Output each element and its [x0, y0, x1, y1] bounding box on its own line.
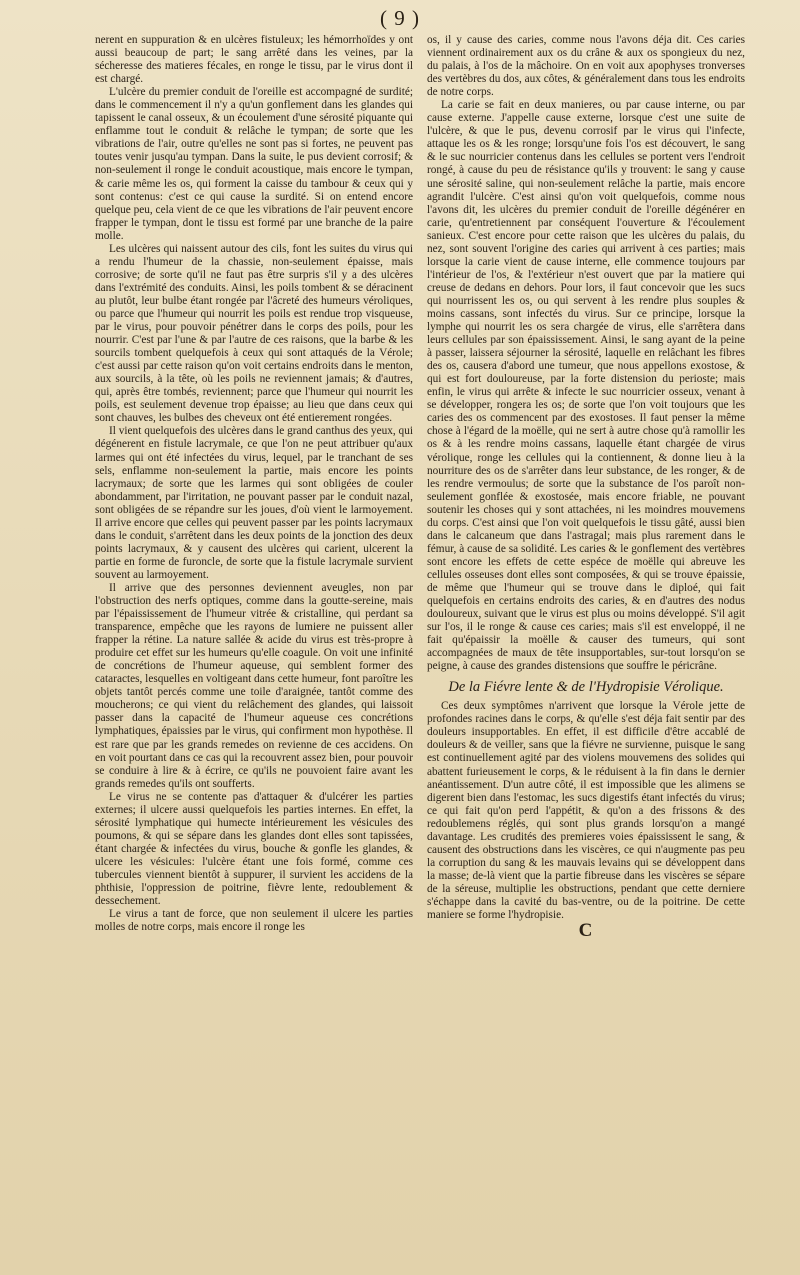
paragraph: Il arrive que des personnes deviennent aveugles, non par l'obstruction des nerfs optiques, comme dans la goutte-sereine, mais par l'épaississement de l'humeur vitrée & cristalline, qui perdant sa transparence, empêche que les rayons de lumiere ne puissent aller frapper la rétine. La nature sallée & acide du virus est très-propre à produire cet effet sur les humeurs qu'elle coagule. On voit une infinité de concrétions de l'humeur aqueuse, qui semblent former des cataractes, lesquelles en voltigeant dans cette humeur, font paroître les objets tantôt percés comme une toile d'araignée, tantôt comme des moucherons; ce qui vient du relâchement des glandes, qui laissoit passer dans la capacité de l'humeur aqueuse ces concrétions lymphatiques, épaissies par le virus, qui confirment mon hypothèse. Il est rare que par les grands remedes on revienne de ces accidens. On en voit pourtant dans ce cas qui la recouvrent assez bien, pour pouvoir se conduire à lire & à écrire, ce qu'ils ne pouvoient faire avant les grands remedes qu'ils ont soufferts. [95, 581, 413, 790]
paragraph: os, il y cause des caries, comme nous l'avons déja dit. Ces caries viennent ordinairement aux os du crâne & aux os spongieux du nez, du palais, à l'os de la mâchoire. On en voit aux apophyses tronverses des vertèbres du dos, aux côtes, & généralement dans tous les endroits de notre corps. [427, 34, 745, 99]
signature-mark: C [578, 920, 594, 942]
page-number: ( 9 ) [380, 6, 420, 30]
paragraph: Ces deux symptômes n'arrivent que lorsque la Vérole jette de profondes racines dans le corps, & qu'elle s'est déja fait sentir par des douleurs insupportables. En effet, il est difficile d'être accablé de douleurs & de veiller, sans que la fiévre ne survienne, puisque le sang est continuellement agité par des violens mouvemens des solides qui abattent furieusement le corps, & le réduisent à la fin dans le dernier anéantissement. D'un autre côté, il est impossible que les alimens se digerent bien dans l'estomac, les sucs digestifs étant infectés du virus; ce qui fait qu'on perd l'appétit, & qu'on a des frissons & des redoublemens réglés, qui sont plus grands lorsqu'on a mangé davantage. Les crudités des premieres voies épaississent le sang, & causent des obstructions dans les viscères, ce qui n'augmente pas peu la corruption du sang & les mauvais levains qui se développent dans la masse; de-là vient que la partie fibreuse dans les viscères se sépare de la séreuse, multiplie les obstructions, pendant que cette derniere s'échappe dans la cavité du bas-ventre, ou de la poitrine. De cette maniere se forme l'hydropisie. [427, 700, 745, 922]
paragraph: L'ulcère du premier conduit de l'oreille est accompagné de surdité; dans le commencement il n'y a qu'un gonflement dans les glandes qui tapissent le canal osseux, & un écoulement d'une sérosité piquante qui enflamme tout le conduit & relâche le tympan; de sorte que les vibrations de l'air, outre qu'elles ne sont pas si fortes, ne peuvent pas toutes venir jusqu'au tympan. Dans la suite, le pus devient corrosif; & non-seulement il ronge le conduit acoustique, mais encore le tympan, & carie même les os, qui forment la caisse du tambour & ceux qui y sont contenus: c'est ce qui cause la surdité. Si on entend encore quelque peu, cela vient de ce que les vibrations de l'air peuvent encore frapper le tympan, dont le tissu est formé par une branche de la paire molle. [95, 86, 413, 242]
right-column [427, 34, 745, 942]
paragraph: Le virus a tant de force, que non seulement il ulcere les parties molles de notre corps, mais encore il ronge les [95, 908, 413, 934]
paragraph: nerent en suppuration & en ulcères fistuleux; les hémorrhoïdes y ont aussi beaucoup de part; le sang arrêté dans les veines, par la sécheresse des matieres fécales, en ronge le tissu, par le virus dont il est chargé. [95, 34, 413, 86]
left-column [95, 34, 413, 934]
section-title: De la Fiévre lente & de l'Hydropisie Vérolique. [448, 679, 724, 696]
paragraph: La carie se fait en deux manieres, ou par cause interne, ou par cause externe. J'appelle cause externe, lorsque c'est une suite de l'ulcère, & que le pus, devenu corrosif par le virus qui l'infecte, attaque les os & les ronge; lorsqu'une fois l'os est découvert, le sang & le suc nourricier contenus dans les cellules se portent vers l'endroit rongé, à cause du peu de résistance qu'ils y trouvent: le sang y cause une sérosité saline, qui non-seulement relâche la partie, mais encore agrandit l'ulcère. C'est ainsi qu'on voit quelquefois, comme nous l'avons dit, les ulcères du premier conduit de l'oreille dégénérer en carie, qu'entretiennent par conséquent l'ouverture & l'écoulement sanieux. C'est encore pour cette raison que les ulcères du palais, du nez, sont souvent l'origine des caries qui arrivent à ces parties; mais lorsque la carie vient de cause interne, elle commence toujours par l'intérieur de l'os, & l'extérieur n'est ouvert que par la matiere qui creuse de dedans en dehors. Pour lors, il faut concevoir que les sucs qui nourrissent les os, ou qui servent à les rendre plus souples & moins cassans, sont infectés du virus. Sur ce principe, lorsque la lymphe qui nourrit les os sera chargée de virus, elle s'arrêtera dans leurs cellules par son épaississement. Ainsi, le sang ayant de la peine à passer, laissera séjourner la sérosité, laquelle en relâchant les fibres des os, causera d'abord une tumeur, que nous appellons exostose, & qui est fort douloureuse, par la forte distension du periostе; mais enfin, le virus qui arrête & infecte le suc nourricier osseux, venant à se développer, rongera les os; de sorte que l'on voit toujours que les caries des os commencent par des exostoses. Il faut penser la même chose à l'égard de la moëlle, qui ne sert à autre chose qu'à ramollir les os & à les rendre moins cassans, laquelle étant chargée de virus vérolique, ronge les cellules qui la contiennent, & donne lieu à la nourriture des os de s'arrêter dans leur substance, de les ronger, & de les rendre vermoulus; de sorte que la substance de l'os paroît non-seulement gonflée & exostosée, mais encore friable, ne pouvant soutenir les choses qui y sont attachées, ni les moindres mouvemens du corps. C'est ainsi que l'on voit quelquefois le tissu gâté, aussi bien dans le calcaneum que dans l'astragal; mais plus rarement dans le fémur, à cause de sa solidité. Les caries & le gonflement des vertèbres sont encore les effets de cette espéce de moëlle qui abreuve les cellules osseuses dont elles sont composées, & qui se trouve épaissie, de même que l'humeur qui se trouve dans le diploé, qui fait quelquefois en certains endroits des caries, & en d'autres des nodus douloureux, suivant que le virus est plus ou moins développé. S'il agit sur l'os, il le ronge & cause ces caries; mais s'il est enveloppé, il ne fait qu'épaissir la moëlle & causer des tumeurs, qui sont accompagnées de maux de tête insupportables, sur-tout lorsqu'on se peigne, à cause des grandes distensions que souffre le péricrâne. [427, 99, 745, 673]
paragraph: Le virus ne se contente pas d'attaquer & d'ulcérer les parties externes; il ulcere aussi quelquefois les parties internes. En effet, la sérosité lymphatique qui humecte intérieurement les vésicules des poumons, & qui se sépare dans les glandes dont elles sont tapissées, étant chargée & infectées du virus, bouche & gonfle les glandes, & ulcere les vésicules: l'ulcère étant une fois formé, comme ces tubercules viennent bientôt à suppurer, il survient les accidens de la phthisie, l'oppression de poitrine, fièvre lente, redoublement & dessechement. [95, 790, 413, 908]
paragraph: Les ulcères qui naissent autour des cils, font les suites du virus qui a rendu l'humeur de la chassie, non-seulement épaisse, mais corrosive; de sorte qu'il ne faut pas être surpris s'il y a des ulcères dans l'extrémité des conduits. Ainsi, les poils tombent & se déracinent au plutôt, leur bulbe étant rongée par l'âcreté des humeurs véroliques, ou parce que l'humeur qui nourrit les poils est rendue trop visqueuse, par le virus, pour pouvoir pénétrer dans le corps des poils, pour les nourrir. C'est par l'une & par l'autre de ces raisons, que la barbe & les sourcils tombent quelquefois à ceux qui sont attaqués de la Vérole; c'est aussi par cette raison qu'on voit certains endroits dans le menton, aux sourcils, à la tête, où les poils ne reviennent jamais; & d'autres, qui, après être tombés, reviennent; parce que l'humeur qui nourrit les poils, est seulement devenue trop épaisse; au lieu que dans ceux qui sont chauves, les bulbes des cheveux ont été entierement rongées. [95, 242, 413, 425]
paragraph: Il vient quelquefois des ulcères dans le grand canthus des yeux, qui dégénerent en fistule lacrymale, ce que l'on ne peut attribuer qu'aux larmes qui ont été infectées du virus, lequel, par le tranchant de ses sels, enflamme non-seulement la partie, mais encore les points lacrymaux; de sorte que les larmes qui sont obligées de couler abondamment, par l'irritation, ne pouvant passer par le conduit nazal, sont obligées de se répandre sur les joues, d'où vient le larmoyement. Il arrive encore que celles qui peuvent passer par les points lacrymaux dans le conduit, s'arrêtent dans les deux points de la jonction des deux points lacrymaux, & y causent des ulcères qui carient, ulcerent la partie en forme de furoncle, de sorte que la fistule lacrymale survient souvent au larmoyement. [95, 425, 413, 581]
